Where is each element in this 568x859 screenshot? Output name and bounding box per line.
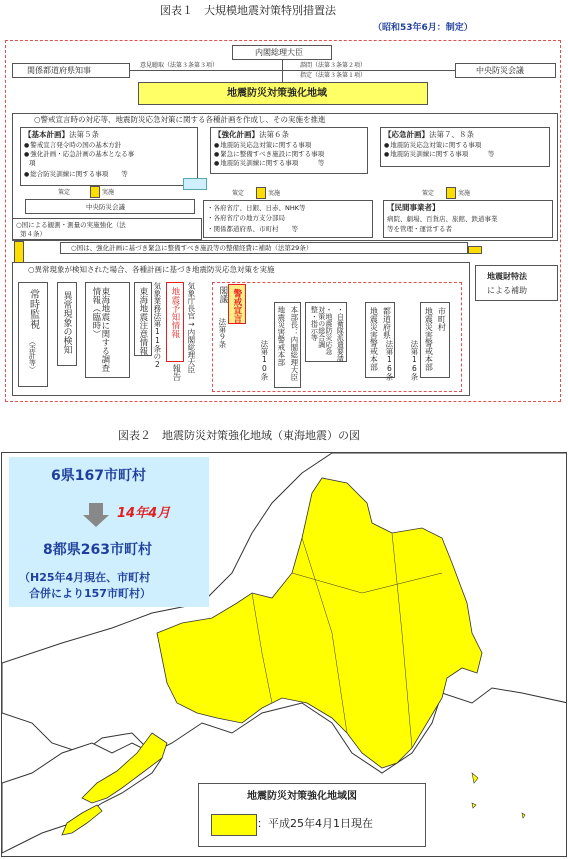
down-arrow-icon-map [89,503,103,515]
art16a-label: 法第16条 [384,340,394,381]
strengthen-plan-box: 【強化計画】法第６条 ● 地震防災応急対策に関する事項 ● 緊急に整備すべき施設に関する事項 ● 地震防災訓練に関する事項 等 [210,127,368,174]
jma-label: 気象庁長官→内閣総理大臣 [186,282,196,374]
observe-box: ○国による観測・測量の実施強化（法 第４条） [12,218,202,240]
notice-box: 東海地震注意情報 [134,282,152,356]
art10-label: 法第10条 [259,340,269,381]
city-hq-box: 市町村 地震災害警戒本部 [420,302,450,378]
watch-box: 常時監視 （歪計等） [18,282,48,387]
legend-swatch [211,814,257,836]
emergency-plan-box: 【応急計画】法第７、８条 ● 地震防災応急対策に関する事項 ● 地震防災訓練に関する事項 等 [380,127,550,167]
plan-intro: ○警戒宣言時の対応等、地震防災応急対策に関する各種計画を作成し、その実施を推進 [34,115,326,124]
hq-gov-box: 本部長：内閣総理大臣 地震災害警戒本部 [274,302,301,388]
council2-box: 中央防災会議 [25,199,195,214]
opinion-label: 意見聴取（法第３条第３項） [140,62,219,69]
info-box [9,457,209,607]
area-box: 地震防災対策強化地域 [138,82,428,105]
council-box: 中央防災会議 [455,63,556,78]
legend-label: ：平成25年4月1日現在 [257,817,373,830]
legend-box [198,783,426,847]
subsidy-arrow-icon [468,246,482,254]
map-frame [1,452,567,857]
after-count: 8都県263市町村 [43,542,152,558]
designate-label: 指定（法第３条第１項） [300,72,367,79]
prediction-box: 地震予知情報 [166,282,184,362]
meteo-law: 気象業務法第11条の2 [152,282,162,369]
down-arrow-icon-3 [446,187,456,199]
change-date: 14年4月 [117,506,171,521]
special-law-box: 地震財特法 による補助 [475,265,558,301]
cabinet-label: 閣議 [217,286,228,303]
basic-plan-box: 【基本計画】法第５条 ● 警戒宣言発令時の国の基本方針 ● 強化計画・応急計画の基本となる事 項 ● 総合防災訓練に関する事項 等 [20,127,198,186]
pm-box: 内閣総理大臣 [232,45,332,60]
draft-label-1: 策定 [58,189,71,196]
down-arrow-icon-4 [14,241,24,263]
arrow-lines [130,70,455,71]
actors-box: ・各府省庁、日銀、日赤、NHK等 ・各府省庁の地方支分部局 ・関係都道府県、市町村 等 [203,200,373,238]
pref-hq-box: 都道府県 地震災害警戒本部 [365,302,395,378]
report-label: 報告 [170,364,181,381]
emerg-box: ・自衛隊派遣要請 ・地震防災応急対策の総合調整・指示等 [305,302,347,362]
implement-label-3: 実施 [458,190,471,197]
governors-box: 関係都道府県知事 [12,63,130,78]
fig2-title: 図表２ 地震防災対策強化地域（東海地震）の図 [118,429,360,442]
survey-box: 東海地震に関する調査情報（臨時） [85,282,130,378]
subsidy-box: ○国は、強化計画に基づき緊急に整備すべき施設等の整備経費に補助（法第29条） [60,242,468,254]
note-line1: （H25年4月現在、市町村 [19,571,151,584]
private-box: 【民間事業者】 病院、劇場、百貨店、旅館、鉄道事業 等を管理・運営する者 [383,200,553,238]
detect-box: 異常現象の検知 [57,282,77,366]
down-arrow-icon-2 [256,187,266,199]
art16b-label: 法第16条 [409,340,419,381]
implement-label-1: 実施 [102,189,115,196]
implement-label-2: 実施 [268,190,281,197]
anomaly-intro: ○異常現象が検知された場合、各種計画に基づき地震防災応急対策を実施 [28,265,275,274]
fig1-title: 図表１ 大規模地震対策特別措置法 [160,4,336,17]
art9-label: 法第９条 [217,318,227,348]
legend-title: 地震防災対策強化地域図 [247,791,357,802]
draft-label-3: 策定 [422,190,435,197]
consult-label: 諮問（法第３条第２項） [300,62,367,69]
before-count: 6県167市町村 [51,468,146,484]
draft-label-2: 策定 [232,190,245,197]
down-arrow-icon [90,186,100,198]
right-arrow-icon [183,178,207,190]
fig1-enactment: （昭和53年6月：制定） [373,23,473,33]
warning-box: 警戒宣言 [228,284,246,324]
note-line2: 合併により157市町村） [29,587,151,600]
